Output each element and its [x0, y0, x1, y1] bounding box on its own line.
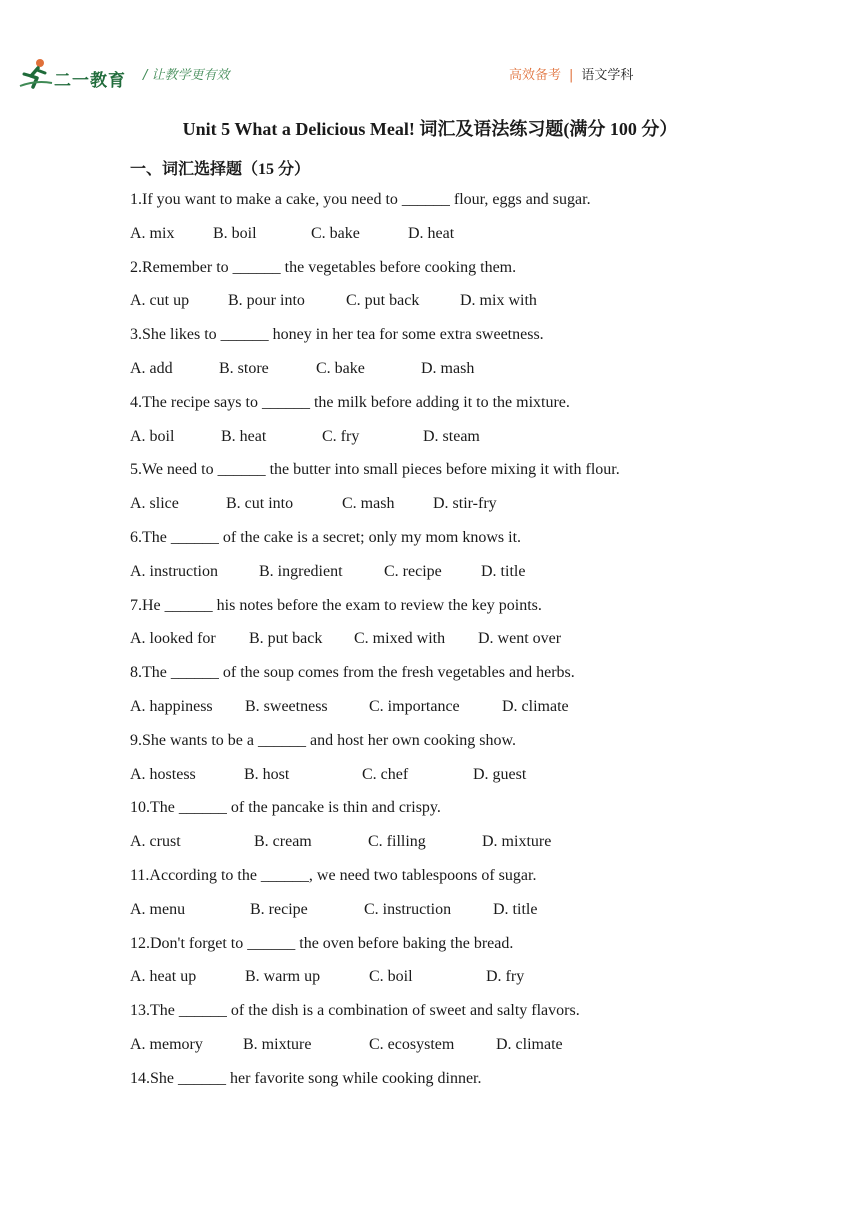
answer-option: C. recipe: [384, 562, 442, 580]
tag-subject: 语文学科: [581, 68, 634, 83]
answer-option: A. boil: [130, 427, 175, 445]
question-stem: 3.She likes to ______ honey in her tea for some extra sweetness.: [130, 326, 544, 344]
answer-option: D. mash: [421, 359, 475, 377]
question-stem: 13.The ______ of the dish is a combination of sweet and salty flavors.: [130, 1002, 580, 1020]
answer-option: D. steam: [423, 427, 480, 445]
answer-option: B. sweetness: [245, 697, 328, 715]
page-title: Unit 5 What a Delicious Meal! 词汇及语法练习题(满分 100 分）: [182, 119, 678, 139]
answer-option: C. mash: [342, 495, 395, 513]
answer-option: C. put back: [346, 292, 420, 310]
options-row: [130, 825, 830, 859]
options-row: [130, 217, 830, 251]
answer-option: D. mix with: [460, 292, 537, 310]
answer-option: B. put back: [249, 630, 323, 648]
answer-option: C. ecosystem: [369, 1035, 455, 1053]
answer-option: A. heat up: [130, 968, 197, 986]
answer-option: C. boil: [369, 968, 413, 986]
header-tags: [509, 64, 633, 83]
question-stem: 1.If you want to make a cake, you need to ______ flour, eggs and sugar.: [130, 191, 591, 208]
options-row: [130, 893, 830, 927]
answer-option: D. guest: [473, 765, 527, 783]
options-row: [130, 622, 830, 656]
answer-option: A. memory: [130, 1035, 203, 1053]
answer-option: A. slice: [130, 495, 179, 513]
answer-option: D. climate: [502, 697, 569, 715]
answer-option: B. pour into: [228, 292, 305, 310]
answer-option: B. cut into: [226, 495, 294, 513]
logo-text: 二一教育: [54, 71, 126, 91]
options-row: [130, 284, 830, 318]
answer-option: C. mixed with: [354, 630, 446, 648]
answer-option: D. mixture: [482, 833, 552, 851]
tag-exam-prep: 高效备考: [509, 68, 562, 83]
answer-option: B. boil: [213, 224, 257, 242]
answer-option: A. mix: [130, 224, 175, 242]
answer-option: A. crust: [130, 833, 181, 851]
question-stem: 4.The recipe says to ______ the milk before adding it to the mixture.: [130, 393, 570, 411]
question-stem: 7.He ______ his notes before the exam to review the key points.: [130, 596, 542, 614]
options-row: [130, 420, 830, 454]
answer-option: A. menu: [130, 900, 186, 918]
answer-option: B. ingredient: [259, 562, 343, 580]
answer-option: A. add: [130, 359, 173, 377]
options-row: [130, 1028, 830, 1062]
question-stem: 8.The ______ of the soup comes from the fresh vegetables and herbs.: [130, 664, 575, 682]
options-row: [130, 690, 830, 724]
question-stem: 2.Remember to ______ the vegetables before cooking them.: [130, 258, 517, 276]
answer-option: B. heat: [221, 427, 267, 445]
question-list: [130, 183, 830, 1096]
page-header: [0, 54, 860, 94]
options-row: [130, 960, 830, 994]
answer-option: C. chef: [362, 765, 409, 783]
options-row: [130, 352, 830, 386]
answer-option: D. went over: [478, 630, 562, 648]
answer-option: C. filling: [368, 833, 426, 851]
answer-option: B. warm up: [245, 968, 321, 986]
answer-option: D. title: [493, 900, 538, 918]
question-stem: 6.The ______ of the cake is a secret; only my mom knows it.: [130, 528, 522, 546]
answer-option: B. mixture: [243, 1035, 312, 1053]
options-row: [130, 555, 830, 589]
question-stem: 9.She wants to be a ______ and host her own cooking show.: [130, 731, 517, 749]
answer-option: C. bake: [316, 359, 365, 377]
question-stem: 10.The ______ of the pancake is thin and crispy.: [130, 799, 441, 817]
answer-option: B. recipe: [250, 900, 308, 918]
answer-option: C. bake: [311, 224, 360, 242]
answer-option: D. title: [481, 562, 526, 580]
slogan: / 让教学更有效: [143, 68, 230, 83]
section-title: 一、词汇选择题（15 分）: [130, 161, 311, 178]
options-row: [130, 758, 830, 792]
logo: [18, 58, 130, 90]
answer-option: D. heat: [408, 224, 455, 242]
answer-option: B. host: [244, 765, 290, 783]
answer-option: B. store: [219, 359, 269, 377]
answer-option: A. happiness: [130, 697, 213, 715]
answer-option: C. fry: [322, 427, 360, 445]
answer-option: B. cream: [254, 833, 312, 851]
answer-option: D. climate: [496, 1035, 563, 1053]
answer-option: C. instruction: [364, 900, 452, 918]
answer-option: D. fry: [486, 968, 525, 986]
header-separator: |: [569, 68, 574, 83]
runner-icon: [18, 58, 54, 90]
question-stem: 11.According to the ______, we need two tablespoons of sugar.: [130, 866, 537, 884]
options-row: [130, 487, 830, 521]
answer-option: C. importance: [369, 697, 460, 715]
answer-option: D. stir-fry: [433, 495, 497, 513]
question-stem: 5.We need to ______ the butter into small pieces before mixing it with flour.: [130, 461, 620, 479]
question-stem: 12.Don't forget to ______ the oven before baking the bread.: [130, 934, 514, 952]
answer-option: A. instruction: [130, 562, 218, 580]
answer-option: A. cut up: [130, 292, 190, 310]
question-stem: 14.She ______ her favorite song while cooking dinner.: [130, 1069, 482, 1087]
answer-option: A. hostess: [130, 765, 196, 783]
answer-option: A. looked for: [130, 630, 216, 648]
